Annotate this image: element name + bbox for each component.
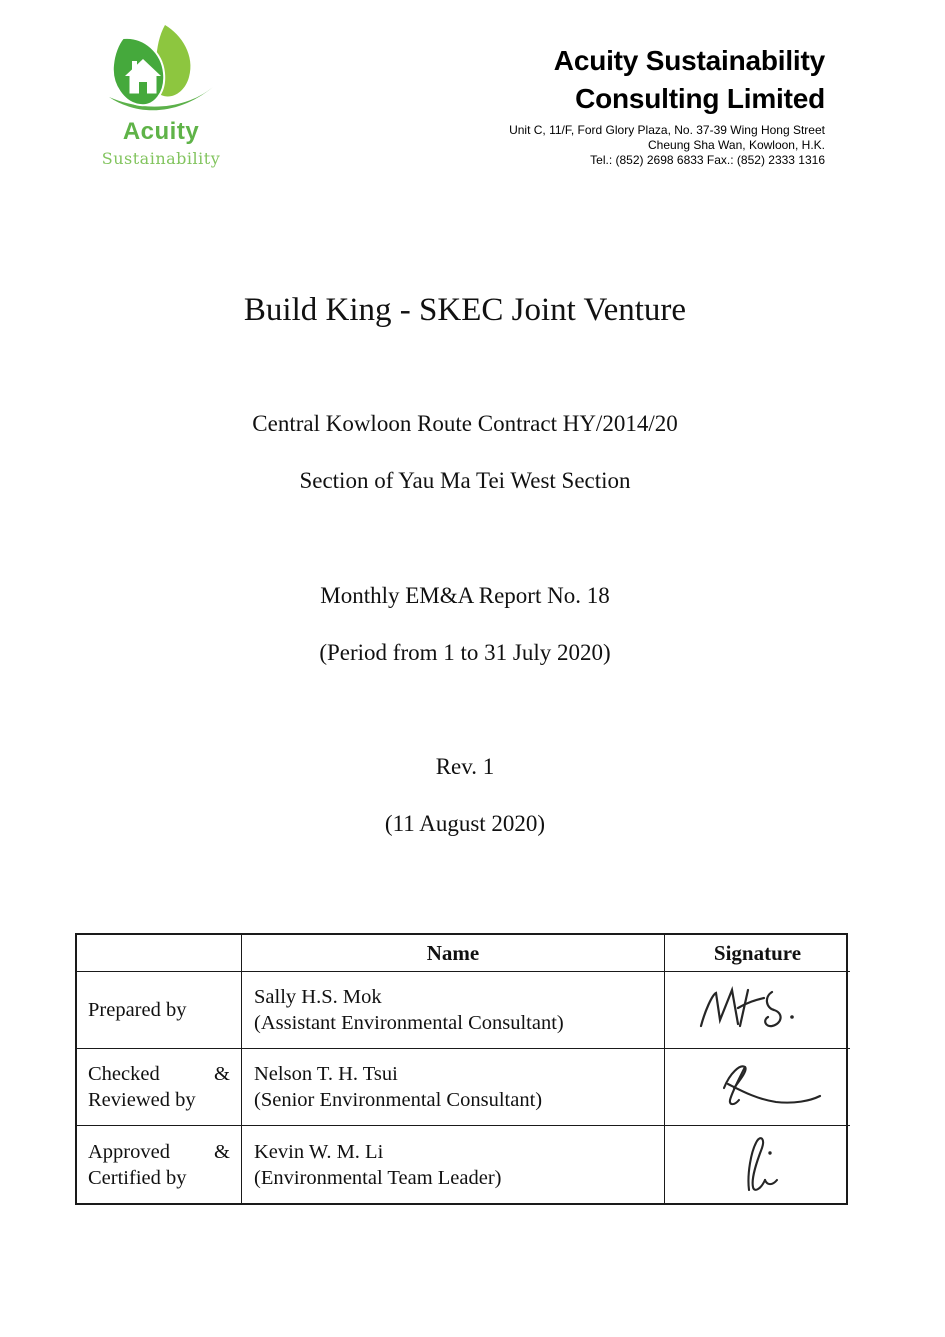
table-row-name: [242, 972, 665, 1049]
report-number-line: Monthly EM&A Report No. 18: [320, 583, 610, 608]
company-name-line2: Consulting Limited: [575, 83, 825, 114]
revision-line: Rev. 1: [435, 754, 495, 779]
role-ampersand: &: [214, 1140, 230, 1163]
logo-brand-text: Acuity: [122, 118, 200, 145]
person-title: (Environmental Team Leader): [254, 1166, 502, 1189]
person-title: (Senior Environmental Consultant): [254, 1089, 543, 1111]
joint-venture-title: Build King - SKEC Joint Venture: [243, 292, 687, 328]
table-row-name: [242, 1049, 665, 1126]
person-name: Kevin W. M. Li: [254, 1140, 384, 1163]
contract-line: Central Kowloon Route Contract HY/2014/20: [252, 411, 678, 436]
company-letterhead: [509, 42, 825, 168]
person-title: (Assistant Environmental Consultant): [254, 1012, 564, 1034]
table-row-signature: [665, 1126, 850, 1203]
section-line: Section of Yau Ma Tei West Section: [299, 468, 631, 493]
role-text-line2: Reviewed by: [88, 1089, 196, 1111]
table-row-role: [77, 1049, 242, 1126]
role-ampersand: &: [214, 1063, 230, 1085]
table-row-role: [77, 972, 242, 1049]
role-text: Approved: [88, 1140, 170, 1163]
acuity-leaf-house-logo-icon: [99, 24, 223, 116]
signoff-table: [75, 933, 848, 1205]
table-row-name: [242, 1126, 665, 1203]
person-name: Nelson T. H. Tsui: [254, 1063, 398, 1085]
signature-prepared-icon: [693, 982, 823, 1038]
role-text: Prepared by: [88, 999, 187, 1021]
table-row-role: [77, 1126, 242, 1203]
report-period-line: (Period from 1 to 31 July 2020): [319, 640, 611, 665]
revision-date-line: (11 August 2020): [384, 811, 546, 836]
company-address-line3: Tel.: (852) 2698 6833 Fax.: (852) 2333 1316: [590, 153, 825, 167]
header-cell-signature: Signature: [665, 935, 850, 972]
company-name-line1: Acuity Sustainability: [553, 45, 825, 76]
table-row-signature: [665, 972, 850, 1049]
header-cell-name: Name: [242, 935, 665, 972]
header-cell-role: [77, 935, 242, 972]
signature-approved-icon: [693, 1134, 823, 1196]
role-text: Checked: [88, 1063, 160, 1085]
person-name: Sally H.S. Mok: [254, 986, 382, 1008]
role-text-line2: Certified by: [88, 1166, 187, 1189]
logo-tagline-text: Sustainability: [101, 149, 221, 168]
signature-checked-icon: [688, 1058, 848, 1116]
company-address-line2: Cheung Sha Wan, Kowloon, H.K.: [648, 138, 825, 152]
company-address-line1: Unit C, 11/F, Ford Glory Plaza, No. 37-39 Wing Hong Street: [509, 123, 825, 137]
table-row-signature: [665, 1049, 850, 1126]
acuity-logo: [95, 24, 227, 168]
